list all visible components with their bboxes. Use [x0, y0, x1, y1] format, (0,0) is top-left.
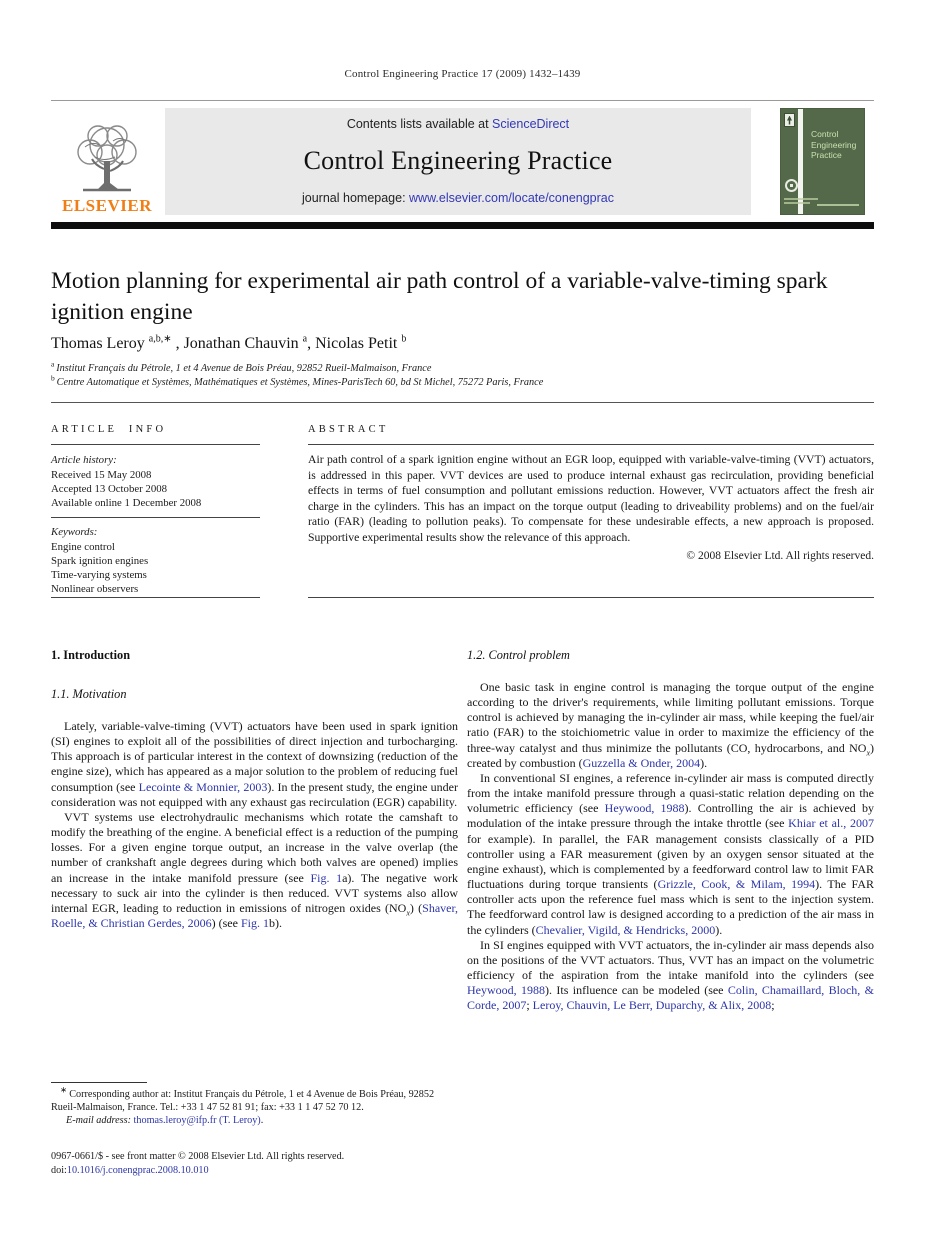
affiliation-b: $^b$ Centre Automatique et Systèmes, Mathématiques et Systèmes, Mines-ParisTech 60, bd St Michel, 75272 Paris, France [51, 373, 544, 388]
inline-link[interactable]: Grizzle, Cook, & Milam, 1994 [657, 877, 816, 892]
contents-line [347, 117, 569, 131]
inline-link[interactable]: 10.1016/j.conengprac.2008.10.010 [66, 1164, 209, 1176]
inline-link[interactable]: Khiar et al., 2007 [788, 816, 874, 831]
keyword: Nonlinear observers [51, 583, 139, 596]
cover-title: Control Engineering Practice [811, 129, 857, 160]
email-line: E-mail address: thomas.leroy@ifp.fr (T. Leroy). [66, 1115, 264, 1127]
copyright-line: © 2008 Elsevier Ltd. All rights reserved. [686, 550, 874, 562]
divider [51, 444, 260, 445]
affiliations-divider [51, 402, 874, 403]
ifac-logo-icon [785, 179, 798, 192]
journal-title: Control Engineering Practice [303, 146, 613, 175]
inline-link[interactable]: Fig. 1 [310, 870, 343, 885]
author-list: Thomas Leroy $^{a,b,∗}$ , Jonathan Chauvin $^a$, Nicolas Petit $^b$ [51, 333, 407, 352]
abstract-heading: ABSTRACT [308, 424, 389, 435]
divider [51, 597, 260, 598]
footnote-block [51, 1082, 461, 1128]
inline-link[interactable]: Leroy, Chauvin, Le Berr, Duparchy, & Alix, 2008 [532, 998, 772, 1013]
article-title: Motion planning for experimental air path control of a variable-valve-timing spark ignition engine [51, 268, 828, 325]
inline-link[interactable]: Shaver, Roelle, & Christian Gerdes, 2006 [51, 900, 458, 931]
elsevier-logo [51, 108, 163, 215]
contents-prefix: Contents lists available at [346, 117, 493, 131]
affiliations [51, 359, 874, 389]
journal-cover-thumbnail [780, 108, 865, 215]
history-accepted: Accepted 13 October 2008 [51, 482, 168, 495]
corresponding-author-note: ∗ Corresponding author at: Institut Français du Pétrole, 1 et 4 Avenue de Bois Préau, 92852 Rueil-Malmaison, France. Tel.: +33 1 47 52 81 91; fax: +33 1 1 47 52 70 12. [51, 1084, 435, 1114]
abstract-section [308, 424, 874, 562]
inline-link[interactable]: Fig. 1 [240, 916, 269, 931]
subsection-heading-control-problem: 1.2. Control problem [467, 648, 570, 662]
keyword: Engine control [51, 540, 115, 553]
body-paragraph: In SI engines equipped with VVT actuators, the in-cylinder air mass depends also on the positions of the VVT actuators. Thus, VVT has an impact on the volumetric efficiency of the aspiration from the intake manifold into the cylinders (see Heywood, 1988). Its influence can be modeled (see Colin, Chamaillard, Bloch, & Corde, 2007; Leroy, Chauvin, Le Berr, Duparchy, & Alix, 2008; [467, 937, 874, 1013]
body-column-left [51, 648, 458, 931]
cover-footer-line [817, 204, 859, 206]
article-info-heading: ARTICLE INFO [51, 424, 167, 435]
keyword: Spark ignition engines [51, 554, 149, 567]
header-top-divider [51, 100, 874, 101]
journal-header [51, 108, 874, 215]
inline-link[interactable]: thomas.leroy@ifp.fr (T. Leroy) [133, 1115, 261, 1127]
body-paragraph: One basic task in engine control is managing the torque output of the engine according to the driver's requirements, while limiting pollutant emissions. Torque control is achieved by managing the in-cylinder air mass, while keeping the fuel/air ratio (FAR) to the stoichiometric value in order to maximize the efficiency of the three-way catalyst and thus minimize the pollutants (CO, hydrocarbons, and $NO_x$) created by combustion (Guzzella & Onder, 2004). [467, 680, 874, 770]
journal-homepage-link[interactable]: www.elsevier.com/locate/conengprac [409, 191, 614, 205]
keyword: Time-varying systems [51, 569, 147, 582]
elsevier-wordmark: ELSEVIER [62, 196, 152, 215]
cover-elsevier-mark-icon [784, 113, 795, 127]
body-paragraph: Lately, variable-valve-timing (VVT) actuators have been used in spark ignition (SI) engines to exploit all of the possibilities of direct injection and turbocharging. This approach is of particular interest in the context of downsizing (reduction of the engine size), which has appeared as a major solution to the problem of reducing fuel consumption (see Lecointe & Monnier, 2003). In the present study, the engine under consideration was not equipped with any exhaust gas recirculation (EGR) capability. [51, 719, 459, 809]
footer-block [51, 1150, 651, 1177]
body-paragraph: VVT systems use electrohydraulic mechanisms which rotate the camshaft to modify the breathing of the engine. A beneficial effect is a reduction of the pumping losses. For a given engine torque output, an increase in the valve overlap (the number of crankshaft angle degrees during which both valves are opened) implies an increase in the intake manifold pressure (see Fig. 1a). The negative work necessary to suck air into the cylinder is then reduced. VVT systems also allow internal EGR, leading to reduction in emissions of nitrogen oxides $(NO_x)$ (Shaver, Roelle, & Christian Gerdes, 2006) (see Fig. 1b). [51, 809, 458, 931]
issn-line: 0967-0661/$ - see front matter © 2008 Elsevier Ltd. All rights reserved. [51, 1151, 345, 1162]
body-paragraph: In conventional SI engines, a reference in-cylinder air mass is computed directly from the intake manifold pressure through a quasi-static relation depending on the volumetric efficiency (see Heywood, 1988). Controlling the air is achieved by modulation of the intake pressure through the intake throttle (see Khiar et al., 2007 for example). In parallel, the FAR management consists classically of a PID controller using a FAR measurement (given by an oxygen sensor situated at the engine exhaust), which is complemented by a feedforward control law to limit FAR fluctuations during torque transients (Grizzle, Cook, & Milam, 1994). The FAR controller acts upon the reference fuel mass which is sent to the injection system. The feedforward control law is designed according to a prediction of the air mass in the cylinders (Chevalier, Vigild, & Hendricks, 2000). [467, 770, 874, 937]
header-black-bar [51, 222, 874, 229]
divider [308, 597, 874, 598]
inline-link[interactable]: Lecointe & Monnier, 2003 [138, 779, 268, 794]
homepage-prefix: journal homepage: [302, 191, 410, 205]
elsevier-tree-icon [65, 119, 149, 197]
history-available: Available online 1 December 2008 [51, 496, 202, 509]
divider [51, 517, 260, 518]
sciencedirect-link[interactable]: ScienceDirect [492, 117, 570, 131]
article-history-label: Article history: [51, 454, 117, 466]
inline-link[interactable]: Chevalier, Vigild, & Hendricks, 2000 [535, 922, 716, 937]
journal-citation-line: Control Engineering Practice 17 (2009) 1432–1439 [344, 68, 581, 80]
history-received: Received 15 May 2008 [51, 468, 152, 481]
divider [308, 444, 874, 445]
homepage-line [302, 191, 614, 205]
body-column-right [467, 648, 874, 1013]
doi-line: doi:10.1016/j.conengprac.2008.10.010 [51, 1164, 209, 1176]
subsection-heading-motivation: 1.1. Motivation [51, 687, 127, 701]
abstract-text: Air path control of a spark ignition engine without an EGR loop, equipped with variable-valve-timing (VVT) actuators, is addressed in this paper. VVT devices are used to produce internal exhaust gas recirculation, providing beneficial effects in terms of fuel consumption and pollutant emissions reduction. However, VVT actuators affect the fresh air charge in the cylinders. This has an impact on the torque output (leading to driveability problems) and on the fuel/air ratio (FAR) (leading to pollution peaks). To compensate for these undesirable effects, a new approach is proposed. Supportive experimental results show the relevance of this approach. [308, 453, 874, 544]
journal-banner [165, 108, 751, 215]
section-heading-introduction: 1. Introduction [51, 648, 131, 662]
inline-link[interactable]: Heywood, 1988 [467, 983, 546, 998]
inline-link[interactable]: Guzzella & Onder, 2004 [582, 755, 701, 770]
affiliation-a: $^a$ Institut Français du Pétrole, 1 et 4 Avenue de Bois Préau, 92852 Rueil-Malmaison, France [51, 359, 432, 374]
keywords-label: Keywords: [51, 526, 98, 539]
inline-link[interactable]: Heywood, 1988 [604, 801, 685, 816]
article-info-section [51, 424, 260, 596]
inline-link[interactable]: Colin, Chamaillard, Bloch, & Corde, 2007 [467, 983, 874, 1013]
footnote-divider [51, 1082, 147, 1083]
cover-fine-print [784, 198, 818, 206]
